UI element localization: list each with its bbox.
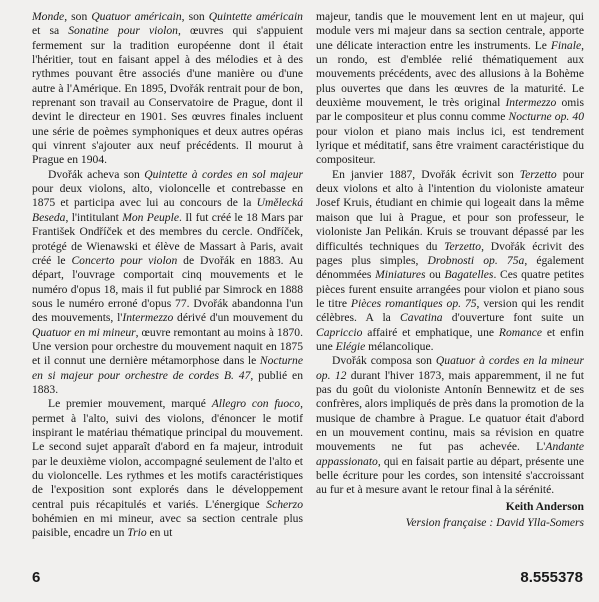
italic-title: Mon Peuple — [122, 210, 179, 224]
page-number: 6 — [32, 569, 41, 586]
paragraph — [316, 10, 584, 168]
text-run: Le premier mouvement, marqué — [48, 397, 212, 411]
italic-title: Quatuor à cordes en la mineur op. 12 — [316, 354, 584, 382]
italic-title: Terzetto — [519, 167, 557, 181]
italic-title: Scherzo — [266, 497, 303, 511]
text-run: , publié en 1883. — [32, 368, 303, 396]
text-run: , un rondo, est d'emblée relié thématiquement aux mouvements précédents, avec des allusions à la Bohème plus ouvertes que dans les œuvres de la maturité. Le deuxième mouvement, le très original — [316, 38, 584, 110]
italic-title: Quatuor américain — [91, 10, 182, 23]
text-run: . Il fut créé le 18 Mars par František Ondříček et des membres du cercle. Ondříček, protégé de Wienawski et élève de Massart à Paris, avait créé le — [32, 210, 303, 267]
italic-title: Sonatine pour violon — [68, 24, 178, 38]
text-run: et enfin une — [316, 325, 584, 353]
italic-title: Andante appassionato — [316, 440, 584, 468]
text-run: , son — [181, 10, 209, 23]
text-run: , œuvre remontant au moins à 1870. Une version pour orchestre du mouvement naquit en 1875 et il connut une dernière métamorphose dans le — [32, 325, 303, 368]
italic-title: Nocturne op. 40 — [508, 110, 584, 124]
text-run: , permet à l'alto, suivi des violons, d'énoncer le motif inspirant le matériau thématique principal du mouvement. Le second sujet apparaît d'abord en fa majeur, introduit par le deuxième violon, accompagné seulement de l'alto et du violoncelle. Les rythmes et les motifs caractéristiques de l'exposition sont explorés dans le développement central puis récapitulés et variés. L'énergique — [32, 397, 303, 511]
text-run: majeur, tandis que le mouvement lent en ut majeur, qui module vers mi majeur dans sa section centrale, apporte une délicate interaction entre les instruments. Le — [316, 10, 584, 52]
text-run: . Ces quatre petites pièces furent ensuite arrangées pour violon et piano sous le titre — [316, 268, 585, 310]
italic-title: Pièces romantiques op. 75 — [350, 296, 477, 310]
italic-title: Quintette à cordes en sol majeur — [144, 167, 304, 181]
text-run: , œuvres qui s'appuient fermement sur la tradition européenne dont il était l'héritier, tout en faisant appel à des mélodies et à des rythmes pouvant être associés d'une manière ou d'une autre à l'Amérique. En 1895, Dvořák rentrait pour de bon, reprenant son travail au Conservatoire de Prague, dont il devint le directeur en 1901. Ses œuvres finales incluent une série de poèmes symphoniques et deux autres opéras qui vinrent s'ajouter aux neuf précédents. Il mourut à Prague en 1904. — [32, 24, 303, 167]
text-run: , l'intitulant — [65, 210, 123, 224]
right-column — [316, 10, 584, 530]
text-run: affairé et emphatique, une — [362, 325, 499, 339]
text-run: omis par le compositeur et plus connu comme — [316, 96, 584, 124]
paragraph — [316, 354, 584, 497]
italic-title: Finale — [550, 38, 582, 52]
text-run: dérivé d'un mouvement du — [173, 311, 303, 325]
left-column — [32, 10, 303, 541]
text-run: pour deux violons, alto, violoncelle et contrebasse en 1875 et participa avec lui au concours de la — [32, 182, 303, 210]
text-run: , qui en faisait partie au départ, présente une belle écriture pour les cordes, son intensité s'accroissant au fur et à mesure avant le retour final à la sérénité. — [316, 454, 584, 497]
text-run: Dvořák acheva son — [48, 167, 145, 181]
italic-title: Miniatures — [375, 268, 426, 282]
catalogue-number: 8.555378 — [520, 569, 583, 586]
italic-title: Allegro con fuoco — [211, 397, 301, 411]
author-name: Keith Anderson — [505, 499, 584, 513]
italic-title: Capriccio — [316, 325, 363, 339]
italic-title: Cavatina — [400, 311, 443, 325]
italic-title: Romance — [498, 325, 543, 339]
text-run: de Dvořák en 1883. Au départ, l'ouvrage comportait cinq mouvements et le numéro d'opus 18, mais il fut publié par Simrock en 1888 sous le numéro erroné d'opus 77. Dvořák abandonna l'un des mouvements, l' — [32, 253, 303, 325]
text-run: En janvier 1887, Dvořák écrivit son — [332, 167, 520, 181]
paragraph — [32, 397, 303, 540]
text-run: Dvořák composa son — [332, 354, 436, 368]
text-run: , version qui les rendit célèbres. A la — [316, 296, 585, 325]
text-run: ou — [425, 268, 445, 282]
text-run: , son — [64, 10, 92, 23]
italic-title: Nocturne en si majeur pour orchestre de cordes B. 47 — [32, 354, 303, 382]
italic-title: Intermezzo — [505, 96, 557, 110]
text-run: mélancolique. — [365, 339, 434, 353]
text-run: en ut — [146, 526, 173, 540]
paragraph — [32, 10, 303, 168]
italic-title: Elégie — [335, 339, 366, 353]
translation-credit: Version française : David Ylla-Somers — [405, 516, 584, 530]
italic-title: Bagatelles — [444, 268, 494, 282]
text-run: , Dvořák écrivit des pages plus simples, — [316, 239, 584, 267]
italic-title: Quatuor en mi mineur — [32, 325, 136, 339]
italic-title: Concerto pour violon — [71, 253, 178, 267]
italic-title: Drobnosti op. 75a — [427, 253, 525, 267]
paragraph — [316, 168, 584, 354]
text-run: bohémien en mi mineur, avec sa section centrale plus paisible, encadre un — [32, 512, 303, 540]
text-run: durant l'hiver 1873, mais apparemment, il ne fut pas du goût du violoniste Antonín Bennewitz et de ses confrères, alors impliqués de près dans la promotion de la musique de chambre à Prague. Le quatuor était d'abord en un mouvement continu, mais sa révision en quatre mouvements ne fut pas achevée. L' — [316, 368, 584, 454]
text-run: pour deux violons et alto à l'intention du violoniste amateur Josef Kruis, étudiant en chimie qui logeait dans la même maison que lui à Prague, et pour son professeur, le violoniste Jan Pelikán. Kruis se trouvant dépassé par les difficultés techniques du — [316, 167, 584, 253]
italic-title: Quintette américain — [208, 10, 303, 23]
text-run: pour violon et piano mais inclus ici, est tendrement lyrique et méditatif, sans être vraiment caractéristique du compositeur. — [316, 124, 584, 167]
text-run: d'ouverture font suite un — [442, 311, 584, 325]
paragraph — [32, 168, 303, 398]
italic-title: Monde — [32, 10, 65, 23]
text-run: , également dénommées — [316, 253, 585, 282]
text-run: et sa — [32, 24, 69, 38]
italic-title: Intermezzo — [122, 311, 174, 325]
italic-title: Trio — [127, 526, 147, 540]
italic-title: Terzetto — [444, 239, 482, 253]
italic-title: Umělecká Beseda — [32, 196, 303, 224]
